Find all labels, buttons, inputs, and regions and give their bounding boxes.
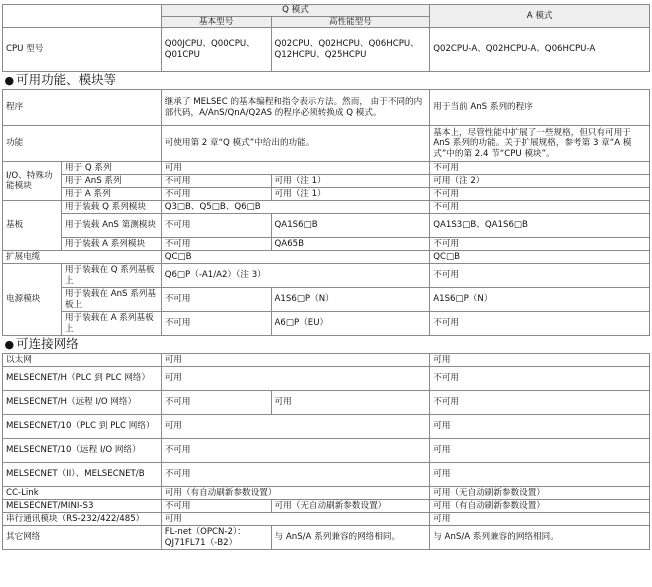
bullet-icon: ● (4, 74, 15, 87)
io-row (3, 162, 650, 175)
base-basic: 不可用 (161, 238, 271, 251)
network-q: 可用 (161, 367, 430, 391)
network-a: 不可用 (430, 391, 650, 415)
network-a: 可用 (430, 354, 650, 367)
network-name: MELSECNET（II）、MELSECNET/B (3, 463, 162, 487)
power-label: 电源模块 (3, 264, 62, 336)
network-name: 其它网络 (3, 526, 162, 550)
io-basic: 不可用 (161, 175, 271, 188)
network-row (3, 487, 650, 500)
power-a: 不可用 (430, 264, 650, 288)
header-high-model: 高性能型号 (271, 16, 430, 28)
ext-cable-label: 扩展电缆 (3, 251, 162, 264)
network-high: 与 AnS/A 系列兼容的网络相同。 (271, 526, 430, 550)
program-label: 程序 (3, 90, 162, 126)
power-basic: 不可用 (161, 288, 271, 312)
function-label: 功能 (3, 126, 162, 162)
io-sub: 用于 Q 系列 (62, 162, 162, 175)
mode-comparison-table (2, 4, 650, 550)
network-name: MELSECNET/H（PLC 到 PLC 网络） (3, 367, 162, 391)
header-q-mode: Q 模式 (161, 5, 430, 17)
cpu-a: Q02CPU-A、Q02HCPU-A、Q06HCPU-A (430, 28, 650, 72)
network-a: 可用 (430, 463, 650, 487)
base-a: 不可用 (430, 238, 650, 251)
network-q: 可用 (161, 415, 430, 439)
program-a: 用于当前 AnS 系列的程序 (430, 90, 650, 126)
power-q: Q6□P（-A1/A2）（注 3） (161, 264, 430, 288)
base-sub: 用于装载 A 系列模块 (62, 238, 162, 251)
bullet-icon: ● (4, 338, 15, 351)
section-title: 可用功能、模块等 (16, 72, 117, 87)
network-row (3, 526, 650, 550)
section-network (3, 336, 650, 354)
network-basic: FL-net（OPCN-2）：QJ71FL71（-B2） (161, 526, 271, 550)
network-a: 可用 (430, 513, 650, 526)
header-a-mode: A 模式 (430, 5, 650, 28)
power-high: A1S6□P（N） (271, 288, 430, 312)
network-row (3, 500, 650, 513)
network-q: 可用（有自动刷新参数设置） (161, 487, 430, 500)
function-row (3, 126, 650, 162)
network-name: 串行通讯模块（RS-232/422/485） (3, 513, 162, 526)
power-sub: 用于装载在 AnS 系列基板上 (62, 288, 162, 312)
network-name: MELSECNET/10（PLC 到 PLC 网络） (3, 415, 162, 439)
base-row (3, 201, 650, 214)
cpu-row (3, 28, 650, 72)
network-name: MELSECNET/10（远程 I/O 网络） (3, 439, 162, 463)
comparison-document (2, 4, 650, 550)
power-a: A1S6□P（N） (430, 288, 650, 312)
program-q: 继承了 MELSEC 的基本编程和指令表示方法。然而， 由于不同的内部代码，A/AnS/QnA/Q2AS 的程序必须转换成 Q 模式。 (161, 90, 430, 126)
power-row (3, 264, 650, 288)
section-title: 可连接网络 (16, 336, 79, 351)
network-a: 与 AnS/A 系列兼容的网络相同。 (430, 526, 650, 550)
network-row (3, 391, 650, 415)
power-sub: 用于装载在 A 系列基板上 (62, 312, 162, 336)
io-a: 可用（注 2） (430, 175, 650, 188)
base-high: QA65B (271, 238, 430, 251)
power-sub: 用于装载在 Q 系列基板上 (62, 264, 162, 288)
network-row (3, 513, 650, 526)
cpu-high: Q02CPU、Q02HCPU、Q06HCPU、Q12HCPU、Q25HCPU (271, 28, 430, 72)
cpu-label: CPU 型号 (3, 28, 162, 72)
network-a: 可用（无自动刷新参数设置） (430, 487, 650, 500)
cpu-basic: Q00JCPU、Q00CPU、Q01CPU (161, 28, 271, 72)
header-blank (3, 5, 162, 28)
network-row (3, 415, 650, 439)
base-high: QA1S6□B (271, 214, 430, 238)
power-a: 不可用 (430, 312, 650, 336)
network-q: 可用 (161, 513, 430, 526)
base-q: Q3□B、Q5□B、Q6□B (161, 201, 430, 214)
network-basic: 不可用 (161, 500, 271, 513)
ext-cable-row (3, 251, 650, 264)
io-q: 可用 (161, 162, 430, 175)
io-sub: 用于 A 系列 (62, 188, 162, 201)
network-high: 可用 (271, 391, 430, 415)
power-row (3, 312, 650, 336)
network-a: 不可用 (430, 367, 650, 391)
network-row (3, 367, 650, 391)
base-basic: 不可用 (161, 214, 271, 238)
io-high: 可用（注 1） (271, 188, 430, 201)
io-row (3, 175, 650, 188)
io-sub: 用于 AnS 系列 (62, 175, 162, 188)
base-sub: 用于装载 AnS 第测模块 (62, 214, 162, 238)
header-basic-model: 基本型号 (161, 16, 271, 28)
network-row (3, 439, 650, 463)
network-a: 可用 (430, 439, 650, 463)
network-basic: 不可用 (161, 391, 271, 415)
ext-cable-q: QC□B (161, 251, 430, 264)
network-high: 可用（无自动刷新参数设置） (271, 500, 430, 513)
network-q: 不可用 (161, 463, 430, 487)
power-basic: 不可用 (161, 312, 271, 336)
network-name: MELSECNET/MINI-S3 (3, 500, 162, 513)
network-q: 不可用 (161, 439, 430, 463)
network-name: CC-Link (3, 487, 162, 500)
network-name: 以太网 (3, 354, 162, 367)
network-name: MELSECNET/H（远程 I/O 网络） (3, 391, 162, 415)
base-a: QA1S3□B、QA1S6□B (430, 214, 650, 238)
io-high: 可用（注 1） (271, 175, 430, 188)
program-row (3, 90, 650, 126)
function-q: 可使用第 2 章“Q 模式”中给出的功能。 (161, 126, 430, 162)
network-a: 可用（有自动刷新参数设置） (430, 500, 650, 513)
header-row (3, 5, 650, 17)
base-row (3, 238, 650, 251)
io-label: I/O、特殊功能模块 (3, 162, 62, 201)
io-a: 不可用 (430, 188, 650, 201)
io-row (3, 188, 650, 201)
io-basic: 不可用 (161, 188, 271, 201)
base-a: 不可用 (430, 201, 650, 214)
io-a: 不可用 (430, 162, 650, 175)
function-a: 基本上，尽管性能中扩展了一些规格，但只有可用于AnS 系列的功能。关于扩展规格，参考第 3 章“A 模式”中的第 2.4 节“CPU 模块”。 (430, 126, 650, 162)
power-row (3, 288, 650, 312)
network-q: 可用 (161, 354, 430, 367)
network-row (3, 354, 650, 367)
network-a: 可用 (430, 415, 650, 439)
ext-cable-a: QC□B (430, 251, 650, 264)
network-row (3, 463, 650, 487)
base-label: 基板 (3, 201, 62, 251)
base-sub: 用于装载 Q 系列模块 (62, 201, 162, 214)
power-high: A6□P（EU） (271, 312, 430, 336)
section-functions (3, 72, 650, 90)
base-row (3, 214, 650, 238)
